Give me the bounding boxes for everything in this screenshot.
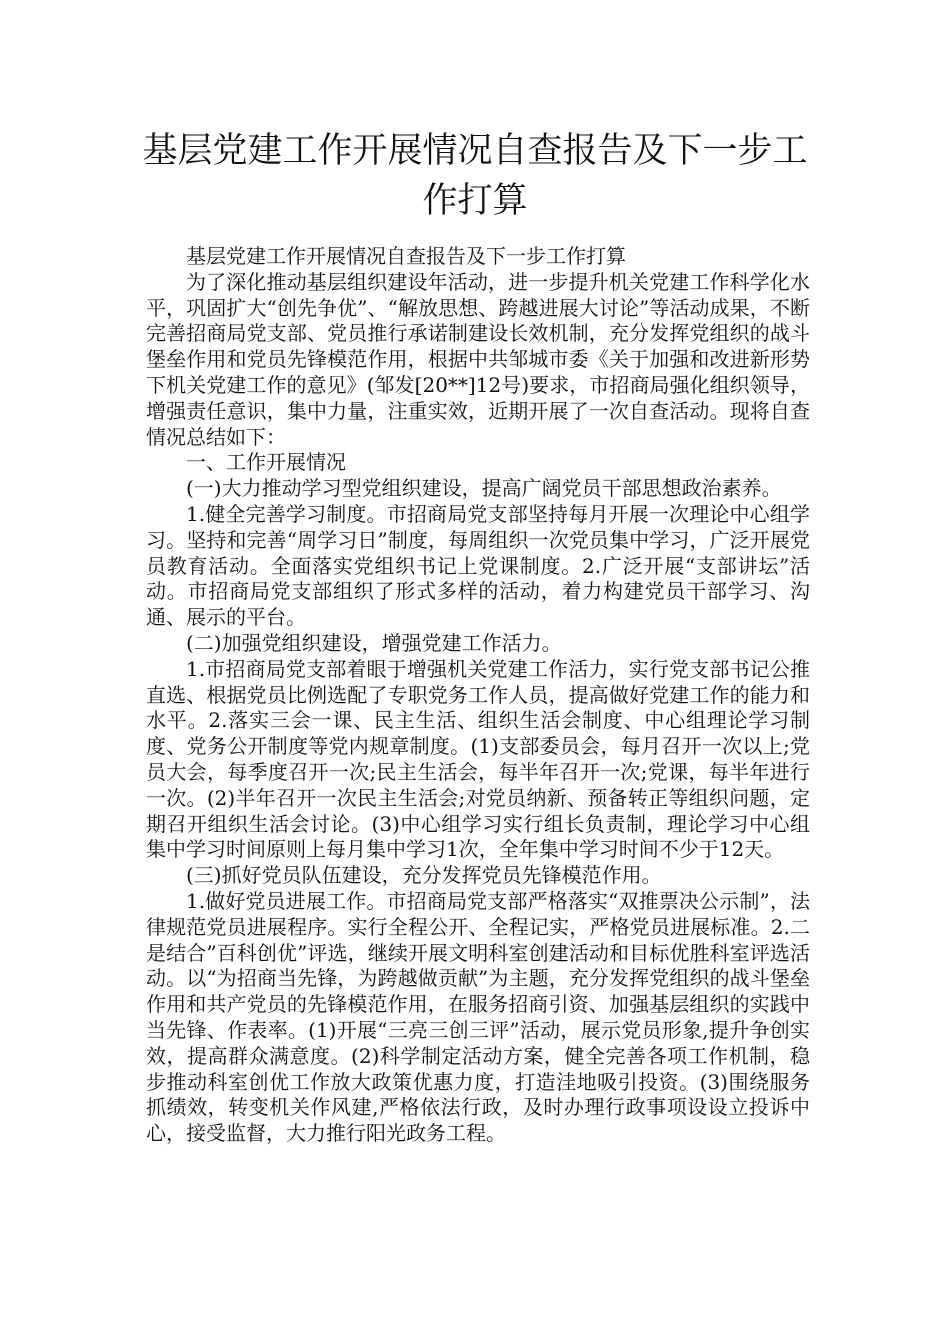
paragraph-intro: 为了深化推动基层组织建设年活动，进一步提升机关党建工作科学化水平，巩固扩大“创先争优”、“解放思想、跨越进展大讨论”等活动成果，不断完善招商局党支部、党员推行承诺制建设长效机制，充分发挥党组织的战斗堡垒作用和党员先锋模范作用，根据中共邹城市委《关于加强和改进新形势下机关党建工作的意见》(邹发[20**]12号)要求，市招商局强化组织领导，增强责任意识，集中力量，注重实效，近期开展了一次自查活动。现将自查情况总结如下： (146, 269, 810, 449)
document-title: 基层党建工作开展情况自查报告及下一步工作打算 (142, 131, 808, 221)
heading-section-1: 一、工作开展情况 (186, 450, 346, 475)
heading-subsection-1: (一)大力推动学习型党组织建设，提高广阔党员干部思想政治素养。 (186, 476, 782, 501)
heading-subsection-3: (三)抓好党员队伍建设，充分发挥党员先锋模范作用。 (186, 863, 662, 888)
paragraph-subtitle: 基层党建工作开展情况自查报告及下一步工作打算 (186, 244, 626, 268)
heading-subsection-2: (二)加强党组织建设，增强党建工作活力。 (186, 630, 562, 655)
paragraph-subsection-1: 1.健全完善学习制度。市招商局党支部坚持每月开展一次理论中心组学习。坚持和完善“周学习日”制度，每周组织一次党员集中学习，广泛开展党员教育活动。全面落实党组织书记上党课制度。2.广泛开展“支部讲坛”活动。市招商局党支部组织了形式多样的活动，着力构建党员干部学习、沟通、展示的平台。 (146, 501, 810, 630)
paragraph-subsection-3: 1.做好党员进展工作。市招商局党支部严格落实“双推票决公示制”，法律规范党员进展程序。实行全程公开、全程记实，严格党员进展标准。2.二是结合”百科创优”评选，继续开展文明科室创建活动和目标优胜科室评选活动。以“为招商当先锋，为跨越做贡献”为主题，充分发挥党组织的战斗堡垒作用和共产党员的先锋模范作用，在服务招商引资、加强基层组织的实践中当先锋、作表率。(1)开展“三亮三创三评”活动，展示党员形象,提升争创实效，提高群众满意度。(2)科学制定活动方案，健全完善各项工作机制，稳步推动科室创优工作放大政策优惠力度，打造洼地吸引投资。(3)围绕服务抓绩效，转变机关作风建,严格依法行政，及时办理行政事项设设立投诉中心，接受监督，大力推行阳光政务工程。 (146, 888, 810, 1146)
paragraph-subsection-2: 1.市招商局党支部着眼于增强机关党建工作活力，实行党支部书记公推直选、根据党员比例选配了专职党务工作人员，提高做好党建工作的能力和水平。2.落实三会一课、民主生活、组织生活会制度、中心组理论学习制度、党务公开制度等党内规章制度。(1)支部委员会，每月召开一次以上;党员大会，每季度召开一次;民主生活会，每半年召开一次;党课，每半年进行一次。(2)半年召开一次民主生活会;对党员纳新、预备转正等组织问题，定期召开组织生活会讨论。(3)中心组学习实行组长负责制，理论学习中心组集中学习时间原则上每月集中学习1次，全年集中学习时间不少于12天。 (146, 656, 810, 862)
document-body (146, 244, 810, 1147)
